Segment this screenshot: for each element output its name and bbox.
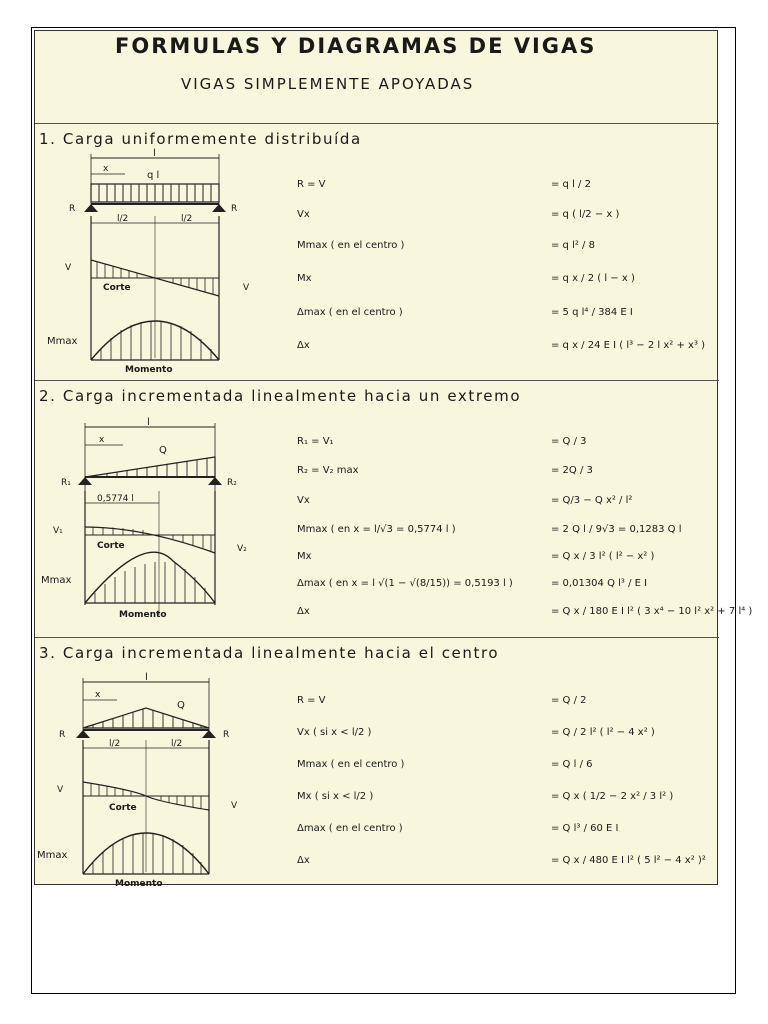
formula-result: = Q x / 3 l² ( l² − x² ) [551, 551, 655, 562]
span-label: l [147, 417, 150, 428]
formula-result: = Q x / 480 E I l² ( 5 l² − 4 x² )² [551, 855, 706, 866]
formula-row [297, 756, 717, 778]
mmax-label: Mmax [47, 336, 78, 347]
formula-row [297, 788, 717, 810]
span-label: l [145, 672, 148, 683]
formula-label: Vx [297, 495, 310, 506]
formula-result: = 0,01304 Q l³ / E I [551, 578, 648, 589]
formula-result: = q l² / 8 [551, 240, 595, 251]
half-right-label: l/2 [171, 739, 183, 749]
formula-result: = Q x / 180 E I l² ( 3 x⁴ − 10 l² x² + 7 l⁴ ) [551, 606, 753, 617]
shear-label: Corte [97, 541, 125, 551]
formula-label: R = V [297, 695, 326, 706]
formula-result: = 5 q l⁴ / 384 E I [551, 307, 633, 318]
formula-row [297, 820, 717, 842]
beam-diagram-svg [47, 148, 273, 375]
section-title: 1. Carga uniformemente distribuída [39, 130, 362, 148]
formula-label: Δx [297, 606, 310, 617]
section-title: 3. Carga incrementada linealmente hacia el centro [39, 644, 500, 662]
beam-diagram-svg [37, 662, 273, 889]
scanned-sheet [34, 30, 753, 889]
shear-bottom-label: V [243, 283, 250, 293]
formula-row [297, 692, 717, 714]
formula-result: = Q/3 − Q x² / l² [551, 495, 633, 506]
formula-row [297, 603, 753, 625]
formula-label: Δmax ( en el centro ) [297, 823, 403, 834]
formula-row [297, 206, 717, 228]
formula-row [297, 575, 717, 597]
formula-row [297, 337, 717, 359]
support-left-label: R [69, 204, 76, 214]
x-label: x [103, 164, 109, 174]
sheet-header [35, 31, 719, 124]
beam-diagram-linear-end [41, 405, 273, 630]
formula-row [297, 852, 717, 874]
formula-label: Δmax ( en el centro ) [297, 307, 403, 318]
shear-top-label: V [57, 785, 64, 795]
formula-label: Mmax ( en x = l/√3 = 0,5774 l ) [297, 524, 456, 535]
moment-label: Momento [115, 879, 163, 889]
formula-label: Vx ( si x < l/2 ) [297, 727, 372, 738]
formula-result: = q x / 24 E I ( l³ − 2 l x² + x³ ) [551, 340, 706, 351]
formula-label: Vx [297, 209, 310, 220]
page-title: FORMULAS Y DIAGRAMAS DE VIGAS [115, 34, 597, 58]
formula-result: = Q / 3 [551, 436, 587, 447]
load-label: q l [147, 170, 160, 181]
formula-label: R = V [297, 179, 326, 190]
shear-top-label: V [65, 263, 72, 273]
moment-label: Momento [119, 610, 167, 620]
dist-label: 0,5774 l [97, 494, 134, 504]
formula-row [297, 462, 717, 484]
x-label: x [95, 690, 101, 700]
half-left-label: l/2 [117, 214, 129, 224]
formula-result: = q ( l/2 − x ) [551, 209, 620, 220]
formula-label: Mx ( si x < l/2 ) [297, 791, 374, 802]
shear-top-label: V₁ [53, 526, 63, 536]
formula-result: = q x / 2 ( l − x ) [551, 273, 635, 284]
formula-label: R₂ = V₂ max [297, 465, 359, 476]
formula-result: = Q l / 6 [551, 759, 593, 770]
beam-diagram-uniform [47, 148, 273, 375]
formula-row [297, 548, 717, 570]
shear-label: Corte [103, 283, 131, 293]
formula-row [297, 492, 717, 514]
formula-row [297, 521, 717, 543]
page-subtitle: VIGAS SIMPLEMENTE APOYADAS [181, 75, 475, 93]
x-label: x [99, 435, 105, 445]
formula-label: Δx [297, 340, 310, 351]
formula-label: Mx [297, 273, 312, 284]
load-label: Q [159, 445, 167, 456]
formula-label: Mmax ( en el centro ) [297, 759, 405, 770]
formula-result: = 2Q / 3 [551, 465, 593, 476]
formula-row [297, 270, 717, 292]
shear-bottom-label: V [231, 801, 238, 811]
formula-row [297, 176, 717, 198]
section-linear-to-center [35, 638, 719, 889]
shear-label: Corte [109, 803, 137, 813]
formula-label: Δx [297, 855, 310, 866]
formula-row [297, 724, 717, 746]
support-left-label: R₁ [61, 478, 71, 488]
formula-result: = Q / 2 [551, 695, 587, 706]
formula-result: = Q / 2 l² ( l² − 4 x² ) [551, 727, 655, 738]
formula-label: R₁ = V₁ [297, 436, 334, 447]
formula-row [297, 237, 717, 259]
beam-diagram-linear-center [37, 662, 273, 889]
formula-row [297, 304, 717, 326]
section-uniform-load [35, 124, 719, 381]
formula-label: Mmax ( en el centro ) [297, 240, 405, 251]
beam-diagram-svg [41, 405, 273, 630]
mmax-label: Mmax [41, 575, 72, 586]
half-right-label: l/2 [181, 214, 193, 224]
formula-result: = 2 Q l / 9√3 = 0,1283 Q l [551, 524, 682, 535]
moment-label: Momento [125, 365, 173, 375]
half-left-label: l/2 [109, 739, 121, 749]
support-right-label: R [223, 730, 230, 740]
shear-bottom-label: V₂ [237, 544, 247, 554]
load-label: Q [177, 700, 185, 711]
support-left-label: R [59, 730, 66, 740]
mmax-label: Mmax [37, 850, 68, 861]
support-right-label: R₂ [227, 478, 237, 488]
formula-result: = Q l³ / 60 E I [551, 823, 619, 834]
span-label: l [153, 148, 156, 159]
formula-row [297, 433, 717, 455]
formula-result: = Q x ( 1/2 − 2 x² / 3 l² ) [551, 791, 674, 802]
support-right-label: R [231, 204, 238, 214]
formula-result: = q l / 2 [551, 179, 591, 190]
formula-label: Δmax ( en x = l √(1 − √(8/15)) = 0,5193 l ) [297, 578, 513, 589]
formula-label: Mx [297, 551, 312, 562]
section-linear-to-end [35, 381, 753, 638]
section-title: 2. Carga incrementada linealmente hacia un extremo [39, 387, 522, 405]
